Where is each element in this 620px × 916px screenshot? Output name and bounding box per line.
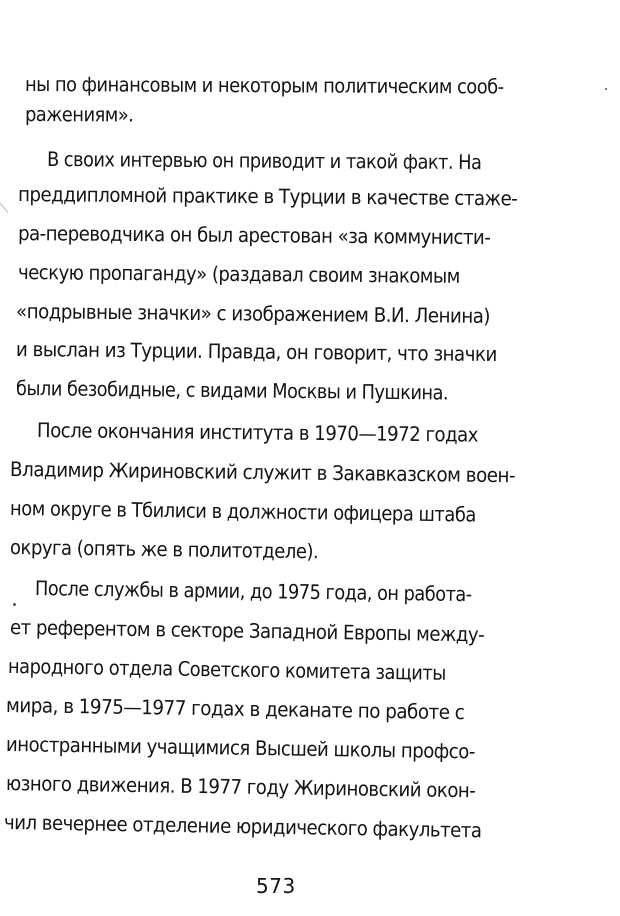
text-line: народного отдела Советского комитета защиты bbox=[7, 654, 447, 685]
text-line: и выслан из Турции. Правда, он говорит, что значки bbox=[15, 337, 497, 367]
text-line: юзного движения. В 1977 году Жириновский окон- bbox=[5, 771, 476, 803]
text-line: ражениям». bbox=[24, 102, 134, 127]
scan-artifact bbox=[0, 197, 13, 212]
text-line: чил вечернее отделение юридического факультета bbox=[3, 810, 482, 843]
text-line: ны по финансовым и некоторым политическим сооб- bbox=[24, 72, 504, 99]
text-line: преддипломной практике в Турции в качестве стаже- bbox=[17, 182, 518, 211]
text-line: ном округе в Тбилиси в должности офицера штаба bbox=[9, 496, 477, 527]
text-line: округа (опять же в политотделе). bbox=[9, 535, 319, 564]
scan-speck bbox=[13, 603, 16, 606]
text-line: ра-переводчика он был арестован «за коммунисти- bbox=[17, 221, 491, 250]
page-number: 573 bbox=[256, 874, 296, 898]
text-line: были безобидные, с видами Москвы и Пушкина. bbox=[15, 376, 449, 405]
scan-speck bbox=[605, 88, 607, 90]
text-line: ет референтом в секторе Западной Европы между- bbox=[9, 615, 485, 647]
text-line: иностранными учащимися Высшей школы профсо- bbox=[5, 732, 476, 764]
paragraph-first-line: В своих интервью он приводит и такой факт. На bbox=[46, 147, 482, 175]
paragraph-first-line: После службы в армии, до 1975 года, он работа- bbox=[34, 576, 472, 607]
paragraph-first-line: После окончания института в 1970—1972 годах bbox=[36, 418, 479, 447]
text-line: мира, в 1975—1977 годах в деканате по работе с bbox=[5, 693, 465, 725]
text-line: Владимир Жириновский служит в Закавказском воен- bbox=[9, 457, 516, 488]
text-line: ческую пропаганду» (раздавал своим знакомым bbox=[17, 260, 460, 288]
text-line: «подрывные значки» с изображением В.И. Ленина) bbox=[15, 299, 491, 328]
